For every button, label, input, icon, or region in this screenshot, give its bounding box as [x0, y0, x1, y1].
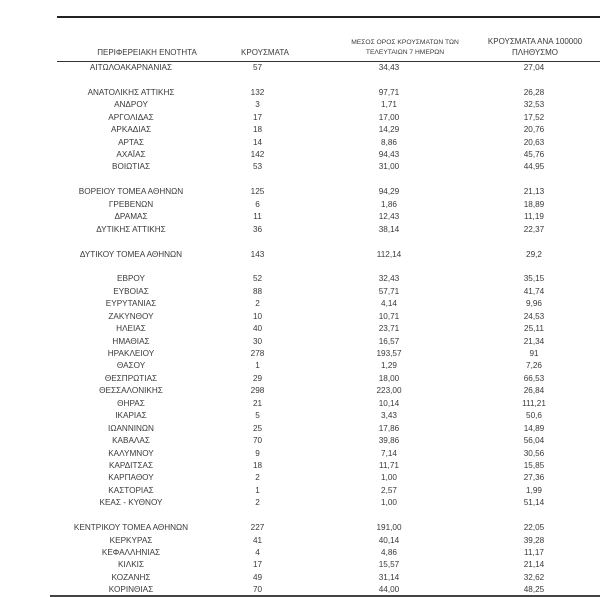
blank-row: [57, 261, 600, 273]
cell-cases: [205, 510, 310, 522]
cell-avg7: 40,14: [378, 535, 400, 545]
table-row: [57, 199, 600, 211]
cell-per100k: 32,53: [523, 100, 545, 110]
cell-avg7: 31,00: [378, 162, 400, 172]
cell-region: ΑΝΔΡΟΥ: [114, 100, 148, 110]
cell-cases: 143: [250, 249, 265, 259]
cell-region: [57, 510, 205, 522]
cell-region: ΚΑΒΑΛΑΣ: [112, 436, 150, 446]
cell-cases: 18: [252, 460, 263, 470]
cell-region: ΚΑΛΥΜΝΟΥ: [108, 448, 154, 458]
cell-cases: 132: [250, 87, 265, 97]
cell-region: ΙΩΑΝΝΙΝΩΝ: [108, 423, 154, 433]
table-row: [57, 460, 600, 472]
table-row: [57, 149, 600, 161]
cell-cases: 36: [252, 224, 263, 234]
cell-cases: 25: [252, 423, 263, 433]
cell-avg7: 3,43: [381, 411, 397, 421]
cell-region: ΚΑΡΔΙΤΣΑΣ: [108, 460, 154, 470]
cell-region: ΚΕΑΣ - ΚΥΘΝΟΥ: [99, 498, 163, 508]
cell-region: [57, 174, 205, 186]
cell-per100k: 7,26: [526, 361, 542, 371]
blank-row: [57, 174, 600, 186]
cell-avg7: 10,14: [378, 398, 400, 408]
cell-per100k: 51,14: [523, 498, 545, 508]
cell-cases: 2: [255, 498, 260, 508]
cell-region: ΑΡΤΑΣ: [118, 137, 144, 147]
cell-region: ΘΑΣΟΥ: [116, 361, 146, 371]
cell-avg7: [310, 236, 468, 248]
cell-avg7: 12,43: [378, 212, 400, 222]
cell-per100k: 20,76: [523, 125, 545, 135]
cell-avg7: 32,43: [378, 274, 400, 284]
cell-avg7: 39,86: [378, 436, 400, 446]
header-avg7: [325, 38, 485, 58]
cell-per100k: 27,36: [523, 473, 545, 483]
cell-per100k: 44,95: [523, 162, 545, 172]
cell-cases: 1: [255, 361, 260, 371]
cell-region: ΕΒΡΟΥ: [117, 274, 145, 284]
table-row: [57, 435, 600, 447]
cell-cases: 14: [252, 137, 263, 147]
table-row: [57, 547, 600, 559]
cell-avg7: 97,71: [378, 87, 400, 97]
table-row: [57, 137, 600, 149]
cell-avg7: 38,14: [378, 224, 400, 234]
header-per100k-line1: ΚΡΟΥΣΜΑΤΑ ΑΝΑ 100000: [487, 37, 583, 46]
cell-per100k: [468, 74, 600, 86]
cell-cases: 57: [252, 63, 263, 72]
header-cases: ΚΡΟΥΣΜΑΤΑ: [241, 48, 289, 57]
cell-cases: [205, 236, 310, 248]
cell-cases: 125: [250, 187, 265, 197]
cell-cases: 2: [255, 473, 260, 483]
cell-region: ΚΕΦΑΛΛΗΝΙΑΣ: [101, 547, 161, 557]
table-row: [57, 99, 600, 111]
cell-avg7: [310, 261, 468, 273]
cell-per100k: 17,52: [523, 112, 545, 122]
cell-avg7: [310, 74, 468, 86]
table-row: [57, 373, 600, 385]
cases-table: [57, 62, 600, 597]
cell-region: ΒΟΙΩΤΙΑΣ: [111, 162, 151, 172]
cell-per100k: 22,37: [523, 224, 545, 234]
table-row: [57, 448, 600, 460]
cell-region: ΚΙΛΚΙΣ: [117, 560, 144, 570]
cell-cases: 40: [252, 324, 263, 334]
cell-avg7: 10,71: [378, 311, 400, 321]
table-row: [57, 336, 600, 348]
cell-cases: 30: [252, 336, 263, 346]
cell-cases: 29: [252, 373, 263, 383]
cell-per100k: 14,89: [523, 423, 545, 433]
cell-region: ΙΚΑΡΙΑΣ: [115, 411, 147, 421]
header-per100k-line2: ΠΛΗΘΥΣΜΟ: [511, 48, 559, 57]
cell-region: ΚΑΣΤΟΡΙΑΣ: [108, 485, 154, 495]
cell-avg7: 11,71: [379, 460, 399, 470]
table-row: [57, 273, 600, 285]
table-row: [57, 124, 600, 136]
cell-avg7: 1,86: [381, 199, 397, 209]
cell-region: ΚΕΝΤΡΙΚΟΥ ΤΟΜΕΑ ΑΘΗΝΩΝ: [73, 523, 189, 533]
cell-per100k: [468, 174, 600, 186]
cell-cases: 5: [255, 411, 260, 421]
table-row: [57, 385, 600, 397]
cell-region: ΗΡΑΚΛΕΙΟΥ: [107, 349, 155, 358]
cell-per100k: 30,56: [523, 448, 545, 458]
table-row: [57, 286, 600, 298]
cell-per100k: 56,04: [523, 436, 545, 446]
table-row: [57, 522, 600, 534]
cell-region: ΕΥΡΥΤΑΝΙΑΣ: [105, 299, 157, 309]
cell-region: ΗΛΕΙΑΣ: [116, 324, 146, 334]
cell-avg7: 31,14: [378, 572, 400, 582]
cell-avg7: 94,43: [378, 150, 400, 160]
cell-per100k: 45,76: [523, 150, 545, 160]
cell-region: ΘΗΡΑΣ: [117, 398, 145, 408]
cell-per100k: 21,14: [523, 560, 545, 570]
cell-region: ΔΥΤΙΚΟΥ ΤΟΜΕΑ ΑΘΗΝΩΝ: [79, 249, 183, 259]
cell-avg7: 191,00: [376, 523, 402, 533]
cell-per100k: 15,85: [523, 460, 545, 470]
table-row: [57, 559, 600, 571]
cell-avg7: 1,29: [381, 361, 397, 371]
cell-avg7: 112,14: [376, 249, 402, 259]
cell-avg7: 44,00: [378, 585, 400, 595]
cell-region: [57, 74, 205, 86]
cell-cases: 88: [252, 286, 263, 296]
cell-per100k: [468, 510, 600, 522]
cell-avg7: 4,86: [381, 547, 397, 557]
cell-cases: 17: [252, 560, 263, 570]
cell-avg7: 34,43: [378, 63, 400, 72]
table-row: [57, 323, 600, 335]
cell-cases: 41: [252, 535, 263, 545]
table-body: [57, 62, 600, 597]
cell-region: ΑΡΓΟΛΙΔΑΣ: [108, 112, 154, 122]
cell-cases: 2: [255, 299, 260, 309]
cell-region: ΘΕΣΠΡΩΤΙΑΣ: [104, 373, 158, 383]
cell-cases: 4: [255, 547, 260, 557]
table-row: [57, 497, 600, 509]
cell-avg7: 7,14: [381, 448, 397, 458]
cell-per100k: 48,25: [523, 585, 545, 595]
cell-region: ΑΝΑΤΟΛΙΚΗΣ ΑΤΤΙΚΗΣ: [87, 87, 175, 97]
cell-per100k: 27,04: [523, 63, 545, 72]
cell-region: ΑΡΚΑΔΙΑΣ: [110, 125, 152, 135]
cell-avg7: 57,71: [378, 286, 400, 296]
table-row: [57, 311, 600, 323]
cell-per100k: 24,53: [523, 311, 545, 321]
cell-region: ΒΟΡΕΙΟΥ ΤΟΜΕΑ ΑΘΗΝΩΝ: [78, 187, 184, 197]
cell-cases: 1: [255, 485, 260, 495]
cell-per100k: 25,11: [524, 324, 544, 334]
table-row: [57, 298, 600, 310]
cell-region: ΚΟΖΑΝΗΣ: [111, 572, 151, 582]
cell-cases: 18: [252, 125, 263, 135]
header-avg7-line1: ΜΕΣΟΣ ΟΡΟΣ ΚΡΟΥΣΜΑΤΩΝ ΤΩΝ: [351, 39, 459, 46]
cell-avg7: 223,00: [376, 386, 402, 396]
table-row: [57, 410, 600, 422]
cell-avg7: 94,29: [378, 187, 400, 197]
cell-avg7: 1,00: [381, 498, 397, 508]
cell-cases: 278: [250, 349, 265, 358]
cell-avg7: 1,00: [381, 473, 397, 483]
table-row: [57, 485, 600, 497]
cell-region: ΔΥΤΙΚΗΣ ΑΤΤΙΚΗΣ: [96, 224, 166, 234]
table-row: [57, 572, 600, 584]
cell-avg7: 4,14: [381, 299, 397, 309]
cell-per100k: 18,89: [523, 199, 545, 209]
header-region: ΠΕΡΙΦΕΡΕΙΑΚΗ ΕΝΟΤΗΤΑ: [97, 48, 197, 57]
cell-avg7: 14,29: [378, 125, 400, 135]
cell-cases: [205, 74, 310, 86]
cell-per100k: 22,05: [523, 523, 545, 533]
cell-avg7: 15,57: [378, 560, 400, 570]
cell-per100k: 91: [529, 349, 539, 358]
cell-cases: 70: [252, 436, 263, 446]
table-row: [57, 224, 600, 236]
cell-per100k: 41,74: [523, 286, 545, 296]
cell-region: [57, 261, 205, 273]
cell-region: ΖΑΚΥΝΘΟΥ: [108, 311, 154, 321]
cell-cases: 11: [253, 212, 262, 222]
cell-avg7: 17,00: [378, 112, 400, 122]
cell-cases: 6: [255, 199, 260, 209]
cell-cases: 52: [252, 274, 263, 284]
cell-per100k: [468, 236, 600, 248]
cell-avg7: 2,57: [381, 485, 397, 495]
cell-avg7: 16,57: [378, 336, 400, 346]
cell-region: ΓΡΕΒΕΝΩΝ: [108, 199, 154, 209]
cell-avg7: 1,71: [381, 100, 397, 110]
cell-region: ΚΕΡΚΥΡΑΣ: [109, 535, 153, 545]
cell-avg7: 8,86: [381, 137, 397, 147]
table-row: [57, 112, 600, 124]
table-row: [57, 87, 600, 99]
cell-avg7: 193,57: [376, 349, 402, 358]
cell-cases: 142: [250, 150, 265, 160]
header-per100k: [470, 36, 600, 58]
cell-per100k: 111,21: [522, 398, 546, 408]
cell-per100k: 29,2: [526, 249, 542, 259]
cell-region: ΘΕΣΣΑΛΟΝΙΚΗΣ: [99, 386, 163, 396]
table-row: [57, 249, 600, 261]
cell-cases: 53: [252, 162, 263, 172]
cell-region: ΗΜΑΘΙΑΣ: [112, 336, 150, 346]
cell-avg7: 23,71: [378, 324, 400, 334]
cell-region: ΕΥΒΟΙΑΣ: [113, 286, 149, 296]
cell-per100k: 32,62: [523, 572, 545, 582]
cell-per100k: 21,13: [523, 187, 545, 197]
cell-region: ΚΑΡΠΑΘΟΥ: [108, 473, 154, 483]
cell-per100k: 11,19: [524, 212, 544, 222]
table-row: [57, 535, 600, 547]
cell-cases: 70: [252, 585, 263, 595]
cell-cases: 298: [250, 386, 265, 396]
cell-per100k: 39,28: [523, 535, 545, 545]
top-rule: [57, 16, 600, 18]
cell-region: ΚΟΡΙΝΘΙΑΣ: [108, 585, 154, 595]
blank-row: [57, 74, 600, 86]
cell-per100k: 9,96: [526, 299, 542, 309]
cell-per100k: 21,34: [523, 336, 545, 346]
cell-per100k: 66,53: [523, 373, 545, 383]
cell-cases: [205, 174, 310, 186]
table-row: [57, 186, 600, 198]
cell-per100k: 26,28: [523, 87, 545, 97]
table-row: [57, 398, 600, 410]
cell-cases: 10: [252, 311, 263, 321]
cell-region: ΑΧΑΪΑΣ: [116, 150, 146, 160]
table-row: [57, 62, 600, 74]
table-row: [57, 423, 600, 435]
cell-cases: 9: [255, 448, 260, 458]
blank-row: [57, 510, 600, 522]
cell-per100k: 26,84: [523, 386, 545, 396]
cell-avg7: [310, 510, 468, 522]
cell-cases: 21: [252, 398, 263, 408]
table-row: [57, 211, 600, 223]
cell-cases: 227: [250, 523, 265, 533]
cell-per100k: 20,63: [523, 137, 545, 147]
table-row: [57, 472, 600, 484]
cell-per100k: 50,6: [526, 411, 542, 421]
cell-region: [57, 236, 205, 248]
cell-cases: 17: [252, 112, 263, 122]
cell-region: ΔΡΑΜΑΣ: [114, 212, 148, 222]
cell-avg7: [310, 174, 468, 186]
table-row: [57, 360, 600, 372]
cell-per100k: 1,99: [526, 485, 542, 495]
blank-row: [57, 236, 600, 248]
table-row: [57, 348, 600, 360]
cell-avg7: 17,86: [378, 423, 400, 433]
cell-cases: [205, 261, 310, 273]
cell-per100k: 35,15: [523, 274, 545, 284]
cell-avg7: 18,00: [378, 373, 400, 383]
header-avg7-line2: ΤΕΛΕΥΤΑΙΩΝ 7 ΗΜΕΡΩΝ: [365, 49, 445, 56]
table-row: [57, 161, 600, 173]
cell-cases: 49: [252, 572, 263, 582]
cell-per100k: 11,17: [524, 547, 544, 557]
cell-per100k: [468, 261, 600, 273]
cell-region: ΑΙΤΩΛΟΑΚΑΡΝΑΝΙΑΣ: [89, 63, 173, 72]
cell-cases: 3: [255, 100, 260, 110]
